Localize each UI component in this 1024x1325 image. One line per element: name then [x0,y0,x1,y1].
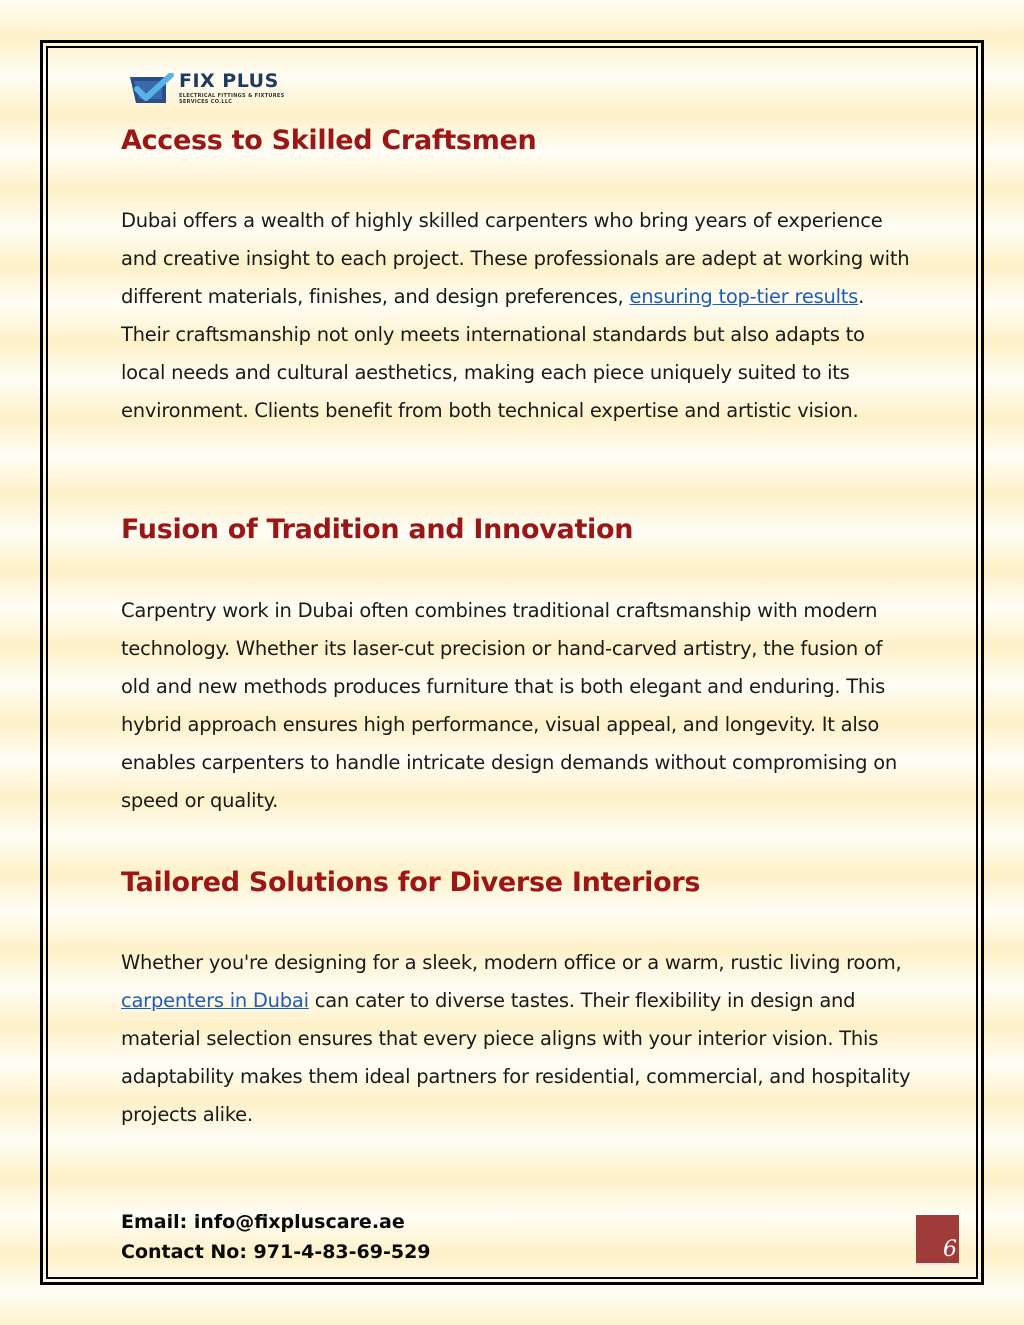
checkmark-badge-icon [130,73,174,105]
section-title-tradition-innovation: Fusion of Tradition and Innovation [121,514,634,545]
page-number-badge [916,1215,959,1265]
company-logo [130,72,304,106]
body-text: Dubai offers a wealth of highly skilled carpenters who bring years of experience and creative insight to each project. These professionals are adept at working with different materials, finishes, and design preferences, [121,209,910,308]
footer-contact [121,1207,431,1267]
body-text: Whether you're designing for a sleek, modern office or a warm, rustic living room, [121,951,902,974]
logo-subtitle: ELECTRICAL FITTINGS & FIXTURES SERVICES CO.LLC [179,93,285,106]
carpenters-in-dubai-link[interactable]: carpenters in Dubai [121,989,309,1012]
section-title-tailored-solutions: Tailored Solutions for Diverse Interiors [121,867,701,898]
section-body-tradition-innovation: Carpentry work in Dubai often combines traditional craftsmanship with modern technology. Whether its laser-cut precision or hand-carved artistry, the fusion of old and new methods produces furniture that is both elegant and enduring. This hybrid approach ensures high performance, visual appeal, and longevity. It also enables carpenters to handle intricate design demands without compromising on speed or quality. [121,599,898,812]
section-body-skilled-craftsmen [121,202,911,430]
body-text: . Their craftsmanship not only meets international standards but also adapts to local needs and cultural aesthetics, making each piece uniquely suited to its environment. Clients benefit from both technical expertise and artistic vision. [121,285,865,422]
ensuring-top-tier-results-link[interactable]: ensuring top-tier results [629,285,859,308]
footer-email: Email: info@fixpluscare.ae [121,1211,405,1233]
section-title-skilled-craftsmen: Access to Skilled Craftsmen [121,125,537,156]
section-body-tailored-solutions [121,944,911,1134]
body-text: can cater to diverse tastes. Their flexibility in design and material selection ensures that every piece aligns with your interior vision. This adaptability makes them ideal partners for residential, commercial, and hospitality projects alike. [121,989,911,1126]
page-number: 6 [943,1237,957,1262]
logo-brand-name: FIX PLUS [179,70,279,92]
footer-phone: Contact No: 971-4-83-69-529 [121,1241,431,1263]
